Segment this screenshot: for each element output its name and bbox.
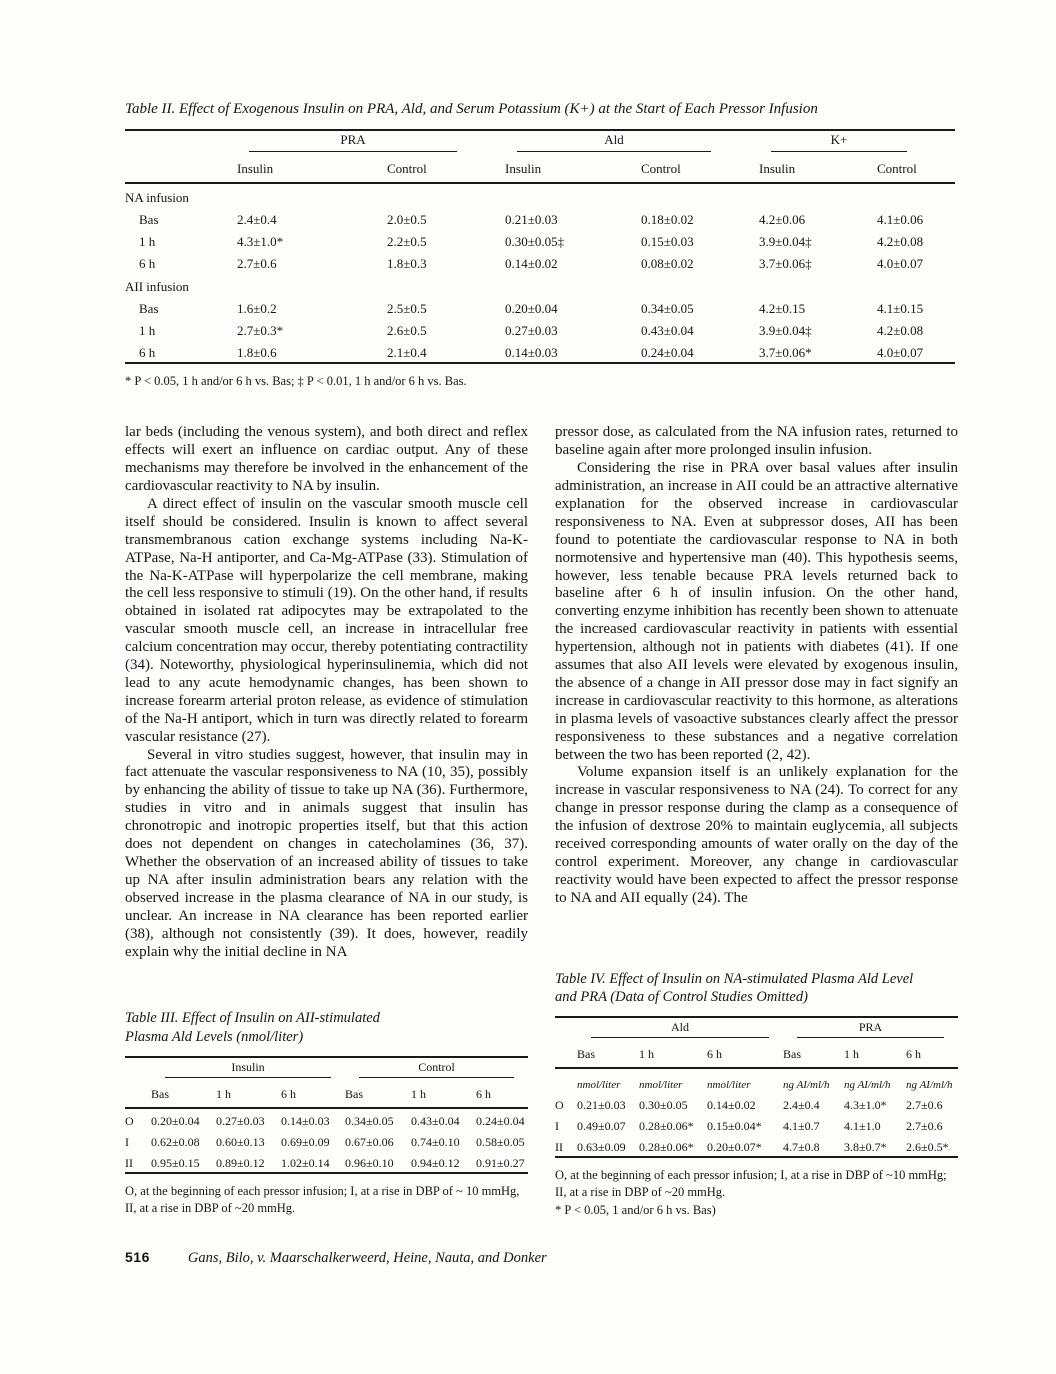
unit-label: ng AI/ml/h <box>844 1078 891 1091</box>
cell: 0.20±0.04 <box>505 300 558 316</box>
page-footer <box>125 1249 547 1267</box>
cell: 3.9±0.04‡ <box>759 233 812 249</box>
table-row <box>125 296 955 318</box>
row-label: I <box>125 1134 129 1149</box>
table4-title-line2: and PRA (Data of Control Studies Omitted) <box>555 988 808 1005</box>
cell: 0.60±0.13 <box>216 1134 265 1149</box>
table-row <box>125 340 955 363</box>
cell: 0.24±0.04 <box>641 344 694 360</box>
column-header: Bas <box>151 1079 216 1108</box>
row-label: I <box>555 1118 559 1133</box>
cell: 2.7±0.3* <box>237 322 284 338</box>
column-header: Insulin <box>505 153 641 183</box>
table3 <box>125 1056 528 1174</box>
cell: 0.14±0.03 <box>281 1113 330 1128</box>
table-row <box>125 318 955 340</box>
paragraph: A direct effect of insulin on the vascular smooth muscle cell itself should be considered. Insulin is known to affect several transmembranous cation exchange systems including Na-K-ATPase, Na-H antiporter, and Ca-Mg-ATPase (33). Stimulation of the Na-K-ATPase will hyperpolarize the cell membrane, making the cell less responsive to stimuli (19). On the other hand, if results obtained in isolated rat adipocytes may be extrapolated to the vascular smooth muscle cell, an increase in intracellular free calcium concentration may occur, thereby potentiating contractility (34). Noteworthy, physiological hyperinsulinemia, which did not lead to any acute hemodynamic changes, has been shown to increase forearm arterial proton release, as evidence of stimulation of the Na-H antiport, which in turn was directly related to forearm vascular resistance (27). <box>125 495 528 745</box>
cell: 0.18±0.02 <box>641 211 694 227</box>
table2-block <box>125 100 955 390</box>
cell: 0.14±0.02 <box>707 1097 756 1112</box>
table3-sub-header-row <box>125 1079 528 1108</box>
section-label: AII infusion <box>125 278 189 294</box>
cell: 2.2±0.5 <box>387 233 427 249</box>
cell: 3.8±0.7* <box>844 1139 887 1154</box>
table4-title-line1: Table IV. Effect of Insulin on NA-stimulated Plasma Ald Level <box>555 970 914 987</box>
table3-title-line1: Table III. Effect of Insulin on AII-stimulated <box>125 1010 380 1027</box>
right-column-text <box>555 424 958 907</box>
cell: 2.5±0.5 <box>387 300 427 316</box>
cell: 1.02±0.14 <box>281 1155 330 1170</box>
cell: 2.7±0.6 <box>906 1097 943 1112</box>
table-row <box>555 1135 958 1157</box>
cell: 0.69±0.09 <box>281 1134 330 1149</box>
empty-cell <box>125 130 237 153</box>
unit-label: ng AI/ml/h <box>906 1078 953 1091</box>
cell: 4.2±0.08 <box>877 322 924 338</box>
cell: 1.8±0.3 <box>387 255 427 271</box>
table-row <box>555 1114 958 1135</box>
section-label: NA infusion <box>125 189 189 205</box>
column-header: Bas <box>345 1079 411 1108</box>
cell: 2.1±0.4 <box>387 344 427 360</box>
table2-group-header-row <box>125 130 955 153</box>
paragraph: pressor dose, as calculated from the NA infusion rates, returned to baseline again after more prolonged insulin infusion. <box>555 424 958 459</box>
table4-units-row <box>555 1068 958 1093</box>
running-authors: Gans, Bilo, v. Maarschalkerweerd, Heine, Nauta, and Donker <box>187 1250 547 1266</box>
cell: 0.43±0.04 <box>641 322 694 338</box>
row-label: O <box>125 1113 134 1128</box>
cell: 3.9±0.04‡ <box>759 322 812 338</box>
cell: 4.1±0.06 <box>877 211 924 227</box>
column-header: Control <box>877 153 955 183</box>
column-header: 1 h <box>639 1039 707 1068</box>
cell: 4.0±0.07 <box>877 344 924 360</box>
cell: 0.89±0.12 <box>216 1155 265 1170</box>
row-label: II <box>555 1139 563 1154</box>
table-row <box>125 1130 528 1151</box>
empty-cell <box>555 1068 577 1093</box>
table2-title: Table II. Effect of Exogenous Insulin on PRA, Ald, and Serum Potassium (K+) at the Start of Each Pressor Infusion <box>125 101 818 117</box>
cell: 0.43±0.04 <box>411 1113 460 1128</box>
paragraph: Several in vitro studies suggest, however, that insulin may in fact attenuate the vascular responsiveness to NA (10, 35), possibly by enhancing the ability of tissue to take up NA (36). Furthermore, studies in vitro and in animals suggest that insulin has chronotropic and inotropic properties itself, but that this action does not dependent on changes in catecholamines (36, 37). Whether the observation of an increased ability of tissues to take up NA after insulin administration bears any relation with the observed increase in the plasma clearance of NA in our study, is unclear. An increase in NA clearance has been reported earlier (38), although not consistently (39). It does, however, readily explain why the initial decline in NA <box>125 746 528 960</box>
row-label: 1 h <box>139 322 156 338</box>
column-header: 1 h <box>844 1039 906 1068</box>
cell: 4.1±1.0 <box>844 1118 881 1133</box>
cell: 3.7±0.06‡ <box>759 255 812 271</box>
column-header: 1 h <box>216 1079 281 1108</box>
cell: 0.27±0.03 <box>216 1113 265 1128</box>
cell: 2.0±0.5 <box>387 211 427 227</box>
table2 <box>125 129 955 364</box>
cell: 4.0±0.07 <box>877 255 924 271</box>
cell: 1.8±0.6 <box>237 344 277 360</box>
column-header: 6 h <box>906 1039 958 1068</box>
table4-footnote-main: O, at the beginning of each pressor infusion; I, at a rise in DBP of ~10 mmHg; II, at a rise in DBP of ~20 mmHg. <box>555 1167 947 1200</box>
column-header: Bas <box>783 1039 844 1068</box>
cell: 0.20±0.07* <box>707 1139 762 1154</box>
unit-label: nmol/liter <box>639 1078 683 1091</box>
table-row <box>125 229 955 251</box>
row-label: Bas <box>139 300 159 316</box>
cell: 0.34±0.05 <box>641 300 694 316</box>
row-label: O <box>555 1097 564 1112</box>
table3-block <box>125 1009 528 1217</box>
cell: 0.28±0.06* <box>639 1118 694 1133</box>
table3-group-header-row <box>125 1057 528 1079</box>
table2-group-pra: PRA <box>237 130 505 153</box>
table-row <box>125 251 955 273</box>
paragraph: lar beds (including the venous system), and both direct and reflex effects will exert an influence on cardiac output. Any of these mechanisms may therefore be involved in the enhancement of the cardiovascular reactivity to NA by insulin. <box>125 424 528 494</box>
table4-group-pra: PRA <box>783 1017 958 1039</box>
column-header: 6 h <box>281 1079 345 1108</box>
table2-sub-header-row <box>125 153 955 183</box>
cell: 4.3±1.0* <box>844 1097 887 1112</box>
cell: 0.96±0.10 <box>345 1155 394 1170</box>
table-row <box>555 1093 958 1114</box>
row-label: 6 h <box>139 255 156 271</box>
cell: 0.15±0.03 <box>641 233 694 249</box>
cell: 0.74±0.10 <box>411 1134 460 1149</box>
cell: 0.21±0.03 <box>577 1097 626 1112</box>
cell: 2.6±0.5 <box>387 322 427 338</box>
cell: 2.4±0.4 <box>237 211 277 227</box>
row-label: 1 h <box>139 233 156 249</box>
column-header: Insulin <box>237 153 387 183</box>
empty-cell <box>555 1017 577 1039</box>
table4-sub-header-row <box>555 1039 958 1068</box>
cell: 0.34±0.05 <box>345 1113 394 1128</box>
cell: 4.2±0.15 <box>759 300 806 316</box>
cell: 0.58±0.05 <box>476 1134 525 1149</box>
cell: 0.30±0.05 <box>639 1097 688 1112</box>
table4-footnote-significance: * P < 0.05, 1 and/or 6 h vs. Bas) <box>555 1202 716 1217</box>
table3-group-insulin: Insulin <box>151 1057 345 1079</box>
cell: 0.15±0.04* <box>707 1118 762 1133</box>
table-row <box>125 1108 528 1130</box>
table4-group-ald: Ald <box>577 1017 783 1039</box>
cell: 4.1±0.7 <box>783 1118 820 1133</box>
column-header: Insulin <box>759 153 877 183</box>
table4-block <box>555 970 958 1220</box>
table-row <box>125 207 955 229</box>
column-header: 1 h <box>411 1079 476 1108</box>
paragraph: Considering the rise in PRA over basal values after insulin administration, an increase in AII could be an attractive alternative explanation for the observed increase in cardiovascular responsiveness to NA. Even at subpressor doses, AII has been found to potentiate the cardiovascular response to NA in both normotensive and hypertensive man (40). This hypothesis seems, however, less tenable because PRA levels returned back to baseline after 6 h of insulin infusion. On the other hand, converting enzyme inhibition has recently been shown to attenuate the increased cardiovascular reactivity in patients with essential hypertension, although not in patients with diabetes (41). If one assumes that also AII levels were elevated by exogenous insulin, the absence of a change in AII pressor dose may in fact signify an increase in cardiovascular reactivity to this hormone, as alterations in plasma levels of vasoactive substances clearly affect the pressor responsiveness to these substances and a negative correlation between the two has been reported (2, 42). <box>555 460 958 763</box>
cell: 0.95±0.15 <box>151 1155 200 1170</box>
cell: 0.14±0.03 <box>505 344 558 360</box>
empty-cell <box>555 1039 577 1068</box>
left-column <box>125 424 528 1219</box>
cell: 0.24±0.04 <box>476 1113 525 1128</box>
column-header: Control <box>641 153 759 183</box>
column-header: Bas <box>577 1039 639 1068</box>
cell: 0.67±0.06 <box>345 1134 394 1149</box>
cell: 3.7±0.06* <box>759 344 812 360</box>
empty-cell <box>125 1079 151 1108</box>
cell: 4.1±0.15 <box>877 300 924 316</box>
column-header: 6 h <box>476 1079 528 1108</box>
table3-title <box>125 1009 528 1045</box>
table-section-row <box>125 183 955 207</box>
cell: 1.6±0.2 <box>237 300 277 316</box>
cell: 4.2±0.08 <box>877 233 924 249</box>
table4-group-header-row <box>555 1017 958 1039</box>
empty-cell <box>125 153 237 183</box>
table2-group-ald: Ald <box>505 130 759 153</box>
column-header: Control <box>387 153 505 183</box>
table-row <box>125 1151 528 1173</box>
cell: 0.21±0.03 <box>505 211 558 227</box>
left-column-text <box>125 424 528 961</box>
table2-footnote: * P < 0.05, 1 h and/or 6 h vs. Bas; ‡ P < 0.01, 1 h and/or 6 h vs. Bas. <box>125 373 467 388</box>
cell: 0.91±0.27 <box>476 1155 525 1170</box>
cell: 4.3±1.0* <box>237 233 284 249</box>
cell: 0.63±0.09 <box>577 1139 626 1154</box>
cell: 0.14±0.02 <box>505 255 558 271</box>
unit-label: nmol/liter <box>577 1078 621 1091</box>
unit-label: nmol/liter <box>707 1078 751 1091</box>
cell: 0.30±0.05‡ <box>505 233 565 249</box>
table3-group-control: Control <box>345 1057 528 1079</box>
cell: 4.7±0.8 <box>783 1139 820 1154</box>
cell: 0.62±0.08 <box>151 1134 200 1149</box>
right-column <box>555 424 958 1219</box>
table3-footnote: O, at the beginning of each pressor infusion; I, at a rise in DBP of ~ 10 mmHg, II, at a rise in DBP of ~20 mmHg. <box>125 1183 520 1216</box>
cell: 0.94±0.12 <box>411 1155 460 1170</box>
page-number: 516 <box>125 1249 150 1265</box>
cell: 0.49±0.07 <box>577 1118 626 1133</box>
table2-group-k: K+ <box>759 130 955 153</box>
column-header: 6 h <box>707 1039 783 1068</box>
cell: 0.27±0.03 <box>505 322 558 338</box>
empty-cell <box>125 1057 151 1079</box>
table-section-row <box>125 273 955 296</box>
table4-title <box>555 970 958 1006</box>
paragraph: Volume expansion itself is an unlikely explanation for the increase in vascular responsiveness to NA (24). To correct for any change in pressor response during the clamp as a consequence of the infusion of dextrose 20% to maintain euglycemia, all subjects received corresponding amounts of water orally on the day of the control experiment. Moreover, any change in cardiovascular reactivity would have been expected to affect the pressor response to NA and AII equally (24). The <box>555 764 958 906</box>
row-label: 6 h <box>139 344 156 360</box>
cell: 2.4±0.4 <box>783 1097 820 1112</box>
row-label: Bas <box>139 211 159 227</box>
table4 <box>555 1016 958 1158</box>
row-label: II <box>125 1155 133 1170</box>
cell: 2.7±0.6 <box>906 1118 943 1133</box>
table3-title-line2: Plasma Ald Levels (nmol/liter) <box>125 1028 304 1045</box>
cell: 0.20±0.04 <box>151 1113 200 1128</box>
cell: 0.28±0.06* <box>639 1139 694 1154</box>
cell: 2.7±0.6 <box>237 255 277 271</box>
unit-label: ng AI/ml/h <box>783 1078 830 1091</box>
cell: 0.08±0.02 <box>641 255 694 271</box>
cell: 4.2±0.06 <box>759 211 806 227</box>
body-columns <box>125 424 958 1219</box>
cell: 2.6±0.5* <box>906 1139 949 1154</box>
